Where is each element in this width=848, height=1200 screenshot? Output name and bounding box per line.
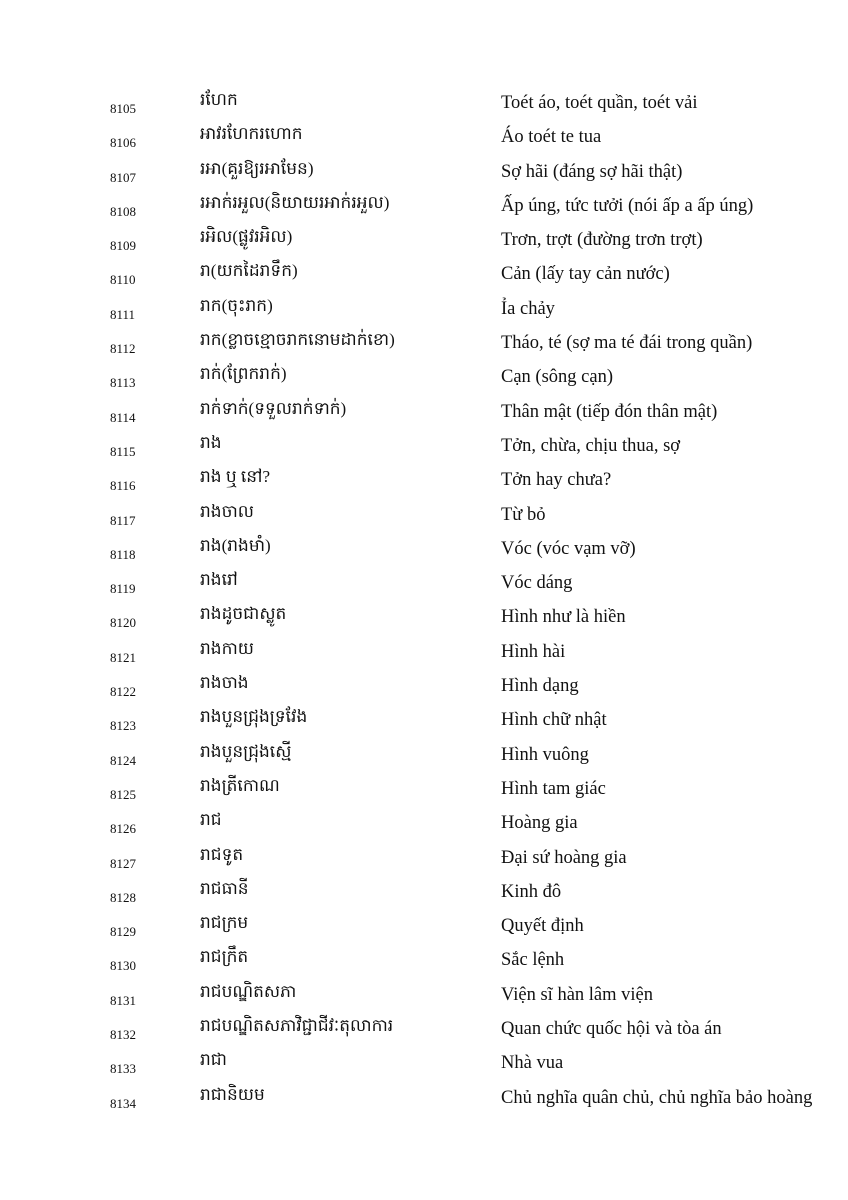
khmer-term: រាងចាង [200, 673, 249, 693]
entry-number: 8119 [110, 581, 136, 597]
khmer-term: រាជទូត [200, 844, 244, 864]
entry-number: 8128 [110, 889, 136, 905]
khmer-term: រាជក្រម [200, 913, 249, 933]
vietnamese-translation: Hình như là hiền [501, 607, 626, 628]
entry-number: 8122 [110, 684, 136, 700]
dictionary-entry [0, 877, 848, 911]
vietnamese-translation: Chủ nghĩa quân chủ, chủ nghĩa bảo hoàng [501, 1087, 813, 1108]
khmer-term: រាជានិយម [200, 1084, 265, 1104]
entry-number: 8127 [110, 855, 136, 871]
entry-number: 8121 [110, 649, 136, 665]
khmer-term: រាជក្រឹត [200, 947, 249, 967]
dictionary-entry [0, 602, 848, 636]
dictionary-entry [0, 294, 848, 328]
entry-number: 8105 [110, 101, 136, 116]
vietnamese-translation: Vóc (vóc vạm vỡ) [501, 538, 636, 559]
vietnamese-translation: Tởn hay chưa? [501, 470, 612, 491]
dictionary-entry [0, 259, 848, 293]
dictionary-entry [0, 843, 848, 877]
vietnamese-translation: Đại sứ hoàng gia [501, 847, 627, 868]
entry-number: 8120 [110, 615, 136, 631]
dictionary-entry [0, 88, 848, 122]
vietnamese-translation: Cản (lấy tay cản nước) [501, 264, 670, 285]
entry-number: 8132 [110, 1027, 136, 1043]
vietnamese-translation: Thân mật (tiếp đón thân mật) [501, 401, 718, 422]
dictionary-entry [0, 980, 848, 1014]
vietnamese-translation: Nhà vua [501, 1053, 564, 1074]
entry-list [0, 88, 848, 1117]
khmer-term: រអិល(ផ្លូវរអិល) [200, 227, 293, 247]
dictionary-entry [0, 534, 848, 568]
dictionary-entry [0, 362, 848, 396]
dictionary-entry [0, 122, 848, 156]
dictionary-entry [0, 1083, 848, 1117]
khmer-term: រាក់ទាក់(ទទួលរាក់ទាក់) [200, 398, 347, 418]
vietnamese-translation: Tháo, té (sợ ma té đái trong quần) [501, 333, 753, 354]
entry-number: 8114 [110, 409, 136, 425]
entry-number: 8118 [110, 546, 136, 562]
entry-number: 8125 [110, 786, 136, 802]
entry-number: 8113 [110, 375, 136, 391]
entry-number: 8111 [110, 306, 136, 322]
khmer-term: រាងរៅ [200, 570, 238, 590]
entry-number: 8126 [110, 821, 136, 837]
vietnamese-translation: Tởn, chừa, chịu thua, sợ [501, 435, 681, 456]
entry-number: 8106 [110, 135, 136, 151]
entry-number: 8131 [110, 992, 136, 1008]
vietnamese-translation: Toét áo, toét quần, toét vải [501, 93, 698, 113]
khmer-term: រាង ឬ នៅ? [200, 467, 271, 487]
khmer-term: រាក់(ព្រែករាក់) [200, 364, 287, 384]
vietnamese-translation: Hình dạng [501, 676, 579, 697]
dictionary-entry [0, 945, 848, 979]
khmer-term: រាង(រាងមាំ) [200, 535, 271, 555]
vietnamese-translation: Cạn (sông cạn) [501, 367, 613, 388]
entry-number: 8108 [110, 203, 136, 219]
entry-number: 8110 [110, 272, 136, 288]
dictionary-entry [0, 911, 848, 945]
khmer-term: អាវរហែករហោក [200, 124, 303, 144]
khmer-term: រាងកាយ [200, 638, 254, 658]
dictionary-entry [0, 671, 848, 705]
dictionary-entry [0, 225, 848, 259]
dictionary-entry [0, 808, 848, 842]
entry-number: 8129 [110, 924, 136, 940]
khmer-term: រាង [200, 432, 222, 452]
khmer-term: រាងបួនជ្រុងស្មើ [200, 741, 292, 761]
dictionary-entry [0, 157, 848, 191]
vietnamese-translation: Quan chức quốc hội và tòa án [501, 1019, 722, 1040]
dictionary-entry [0, 568, 848, 602]
vietnamese-translation: Trơn, trợt (đường trơn trợt) [501, 230, 703, 251]
khmer-term: រាក(ចុះរាក) [200, 295, 273, 315]
khmer-term: រអា(គួរឱ្យរអាមែន) [200, 158, 314, 178]
dictionary-entry [0, 328, 848, 362]
vietnamese-translation: Hoàng gia [501, 813, 578, 834]
entry-number: 8123 [110, 718, 136, 734]
khmer-term: រហែក [200, 90, 238, 109]
vietnamese-translation: Quyết định [501, 916, 584, 937]
entry-number: 8109 [110, 238, 136, 254]
dictionary-entry [0, 191, 848, 225]
khmer-term: រាងដូចជាស្លូត [200, 604, 287, 624]
entry-number: 8117 [110, 512, 136, 528]
vietnamese-translation: Hình chữ nhật [501, 710, 607, 731]
entry-number: 8130 [110, 958, 136, 974]
khmer-term: រាងបួនជ្រុងទ្រវែង [200, 707, 308, 727]
vietnamese-translation: Hình vuông [501, 744, 589, 765]
dictionary-entry [0, 705, 848, 739]
khmer-term: រាក(ខ្លាចខ្មោចរាកនោមដាក់ខោ) [200, 330, 395, 350]
vietnamese-translation: Hình tam giác [501, 778, 606, 799]
entry-number: 8107 [110, 169, 136, 185]
vietnamese-translation: Vóc dáng [501, 573, 573, 594]
khmer-term: រាងចាល [200, 501, 254, 521]
khmer-term: រាជ [200, 810, 222, 830]
dictionary-entry [0, 465, 848, 499]
dictionary-entry [0, 740, 848, 774]
vietnamese-translation: Ỉa chảy [501, 298, 555, 319]
entry-number: 8134 [110, 1095, 136, 1111]
dictionary-entry [0, 431, 848, 465]
khmer-term: រា(យកដៃរាទឹក) [200, 261, 298, 281]
dictionary-entry [0, 397, 848, 431]
vietnamese-translation: Sắc lệnh [501, 950, 565, 971]
khmer-term: រាជា [200, 1050, 227, 1070]
vietnamese-translation: Sợ hãi (đáng sợ hãi thật) [501, 161, 683, 182]
dictionary-entry [0, 1014, 848, 1048]
khmer-term: រាជធានី [200, 878, 249, 898]
khmer-term: រអាក់រអួល(និយាយរអាក់រអួល) [200, 192, 390, 212]
khmer-term: រាងត្រីកោណ [200, 775, 280, 795]
entry-number: 8124 [110, 752, 136, 768]
dictionary-entry [0, 774, 848, 808]
vietnamese-translation: Hình hài [501, 641, 566, 662]
vietnamese-translation: Từ bỏ [501, 504, 546, 525]
dictionary-entry [0, 637, 848, 671]
entry-number: 8112 [110, 341, 136, 357]
vietnamese-translation: Áo toét te tua [501, 127, 602, 148]
entry-number: 8116 [110, 478, 136, 494]
dictionary-entry [0, 500, 848, 534]
vietnamese-translation: Kinh đô [501, 881, 562, 902]
dictionary-entry [0, 1048, 848, 1082]
khmer-term: រាជបណ្ឌិតសភាវិជ្ជាជីវៈតុលាការ [200, 1016, 394, 1036]
entry-number: 8133 [110, 1061, 136, 1077]
vietnamese-translation: Ấp úng, tức tưởi (nói ấp a ấp úng) [501, 195, 754, 216]
khmer-term: រាជបណ្ឌិតសភា [200, 981, 297, 1001]
vietnamese-translation: Viện sĩ hàn lâm viện [501, 984, 653, 1005]
entry-number: 8115 [110, 443, 136, 459]
